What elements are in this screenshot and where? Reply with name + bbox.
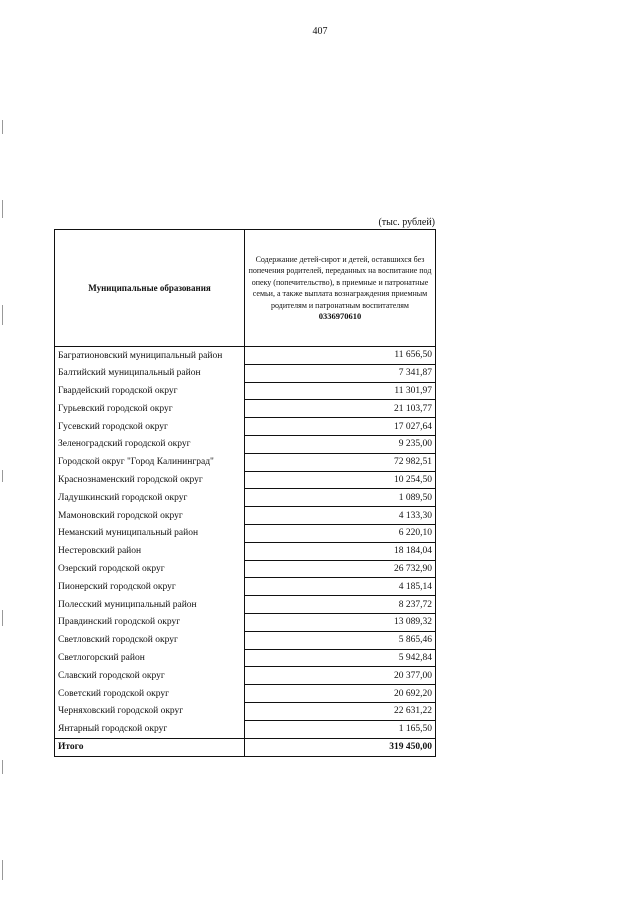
municipality-name: Пионерский городской округ: [55, 578, 245, 596]
amount-value: 72 982,51: [245, 453, 436, 471]
table-row: [55, 400, 436, 418]
amount-value: 10 254,50: [245, 471, 436, 489]
amount-value: 17 027,64: [245, 418, 436, 436]
header-value-column: [245, 230, 436, 347]
municipality-name: Озерский городской округ: [55, 560, 245, 578]
municipality-name: Светловский городской округ: [55, 631, 245, 649]
table-row: [55, 471, 436, 489]
amount-value: 4 185,14: [245, 578, 436, 596]
header-budget-code: 0336970610: [318, 311, 362, 321]
table-row: [55, 418, 436, 436]
page-number: 407: [312, 26, 328, 37]
amount-value: 20 377,00: [245, 667, 436, 685]
municipality-name: Советский городской округ: [55, 685, 245, 703]
amount-value: 20 692,20: [245, 685, 436, 703]
municipality-name: Балтийский муниципальный район: [55, 364, 245, 382]
amount-value: 1 089,50: [245, 489, 436, 507]
total-label: Итого: [55, 738, 245, 756]
amount-value: 13 089,32: [245, 613, 436, 631]
table-row: [55, 631, 436, 649]
table-row: [55, 507, 436, 525]
header-municipality: Муниципальные образования: [55, 230, 245, 347]
table-body: [55, 347, 436, 757]
table-row: [55, 596, 436, 614]
municipality-name: Нестеровский район: [55, 542, 245, 560]
scan-margin-marks: [2, 0, 6, 905]
units-note: (тыс. рублей): [378, 217, 435, 228]
municipality-name: Правдинский городской округ: [55, 613, 245, 631]
amount-value: 4 133,30: [245, 507, 436, 525]
amount-value: 8 237,72: [245, 596, 436, 614]
amount-value: 22 631,22: [245, 702, 436, 720]
municipality-name: Гусевский городской округ: [55, 418, 245, 436]
table-header-row: [55, 230, 436, 347]
table-row: [55, 453, 436, 471]
amount-value: 1 165,50: [245, 720, 436, 738]
amount-value: 7 341,87: [245, 364, 436, 382]
municipality-name: Багратионовский муниципальный район: [55, 347, 245, 365]
amount-value: 26 732,90: [245, 560, 436, 578]
municipality-name: Янтарный городской округ: [55, 720, 245, 738]
municipality-name: Полесский муниципальный район: [55, 596, 245, 614]
amount-value: 9 235,00: [245, 435, 436, 453]
municipality-name: Гурьевский городской округ: [55, 400, 245, 418]
table-row: [55, 542, 436, 560]
budget-table: [54, 229, 436, 757]
table-row: [55, 667, 436, 685]
municipality-name: Городской округ "Город Калининград": [55, 453, 245, 471]
table-row: [55, 560, 436, 578]
table-row: [55, 649, 436, 667]
total-value: 319 450,00: [245, 738, 436, 756]
municipality-name: Зеленоградский городской округ: [55, 435, 245, 453]
municipality-name: Светлогорский район: [55, 649, 245, 667]
amount-value: 18 184,04: [245, 542, 436, 560]
municipality-name: Черняховский городской округ: [55, 702, 245, 720]
amount-value: 21 103,77: [245, 400, 436, 418]
amount-value: 5 942,84: [245, 649, 436, 667]
table-row: [55, 435, 436, 453]
table-row: [55, 364, 436, 382]
municipality-name: Краснознаменский городской округ: [55, 471, 245, 489]
table-row: [55, 524, 436, 542]
amount-value: 11 656,50: [245, 347, 436, 365]
table-row: [55, 382, 436, 400]
table-row: [55, 347, 436, 365]
table-row: [55, 702, 436, 720]
municipality-name: Гвардейский городской округ: [55, 382, 245, 400]
municipality-name: Ладушкинский городской округ: [55, 489, 245, 507]
total-row: [55, 738, 436, 756]
table-row: [55, 578, 436, 596]
amount-value: 5 865,46: [245, 631, 436, 649]
table-row: [55, 685, 436, 703]
table-row: [55, 720, 436, 738]
header-value-description: Содержание детей-сирот и детей, оставшихся без попечения родителей, переданных на воспитание под опеку (попечительство), в приемные и патронатные семьи, а также выплата вознаграждения приемным родителям и патронатным воспитателям: [248, 254, 432, 310]
table-row: [55, 613, 436, 631]
municipality-name: Неманский муниципальный район: [55, 524, 245, 542]
table-row: [55, 489, 436, 507]
municipality-name: Мамоновский городской округ: [55, 507, 245, 525]
amount-value: 11 301,97: [245, 382, 436, 400]
municipality-name: Славский городской округ: [55, 667, 245, 685]
amount-value: 6 220,10: [245, 524, 436, 542]
